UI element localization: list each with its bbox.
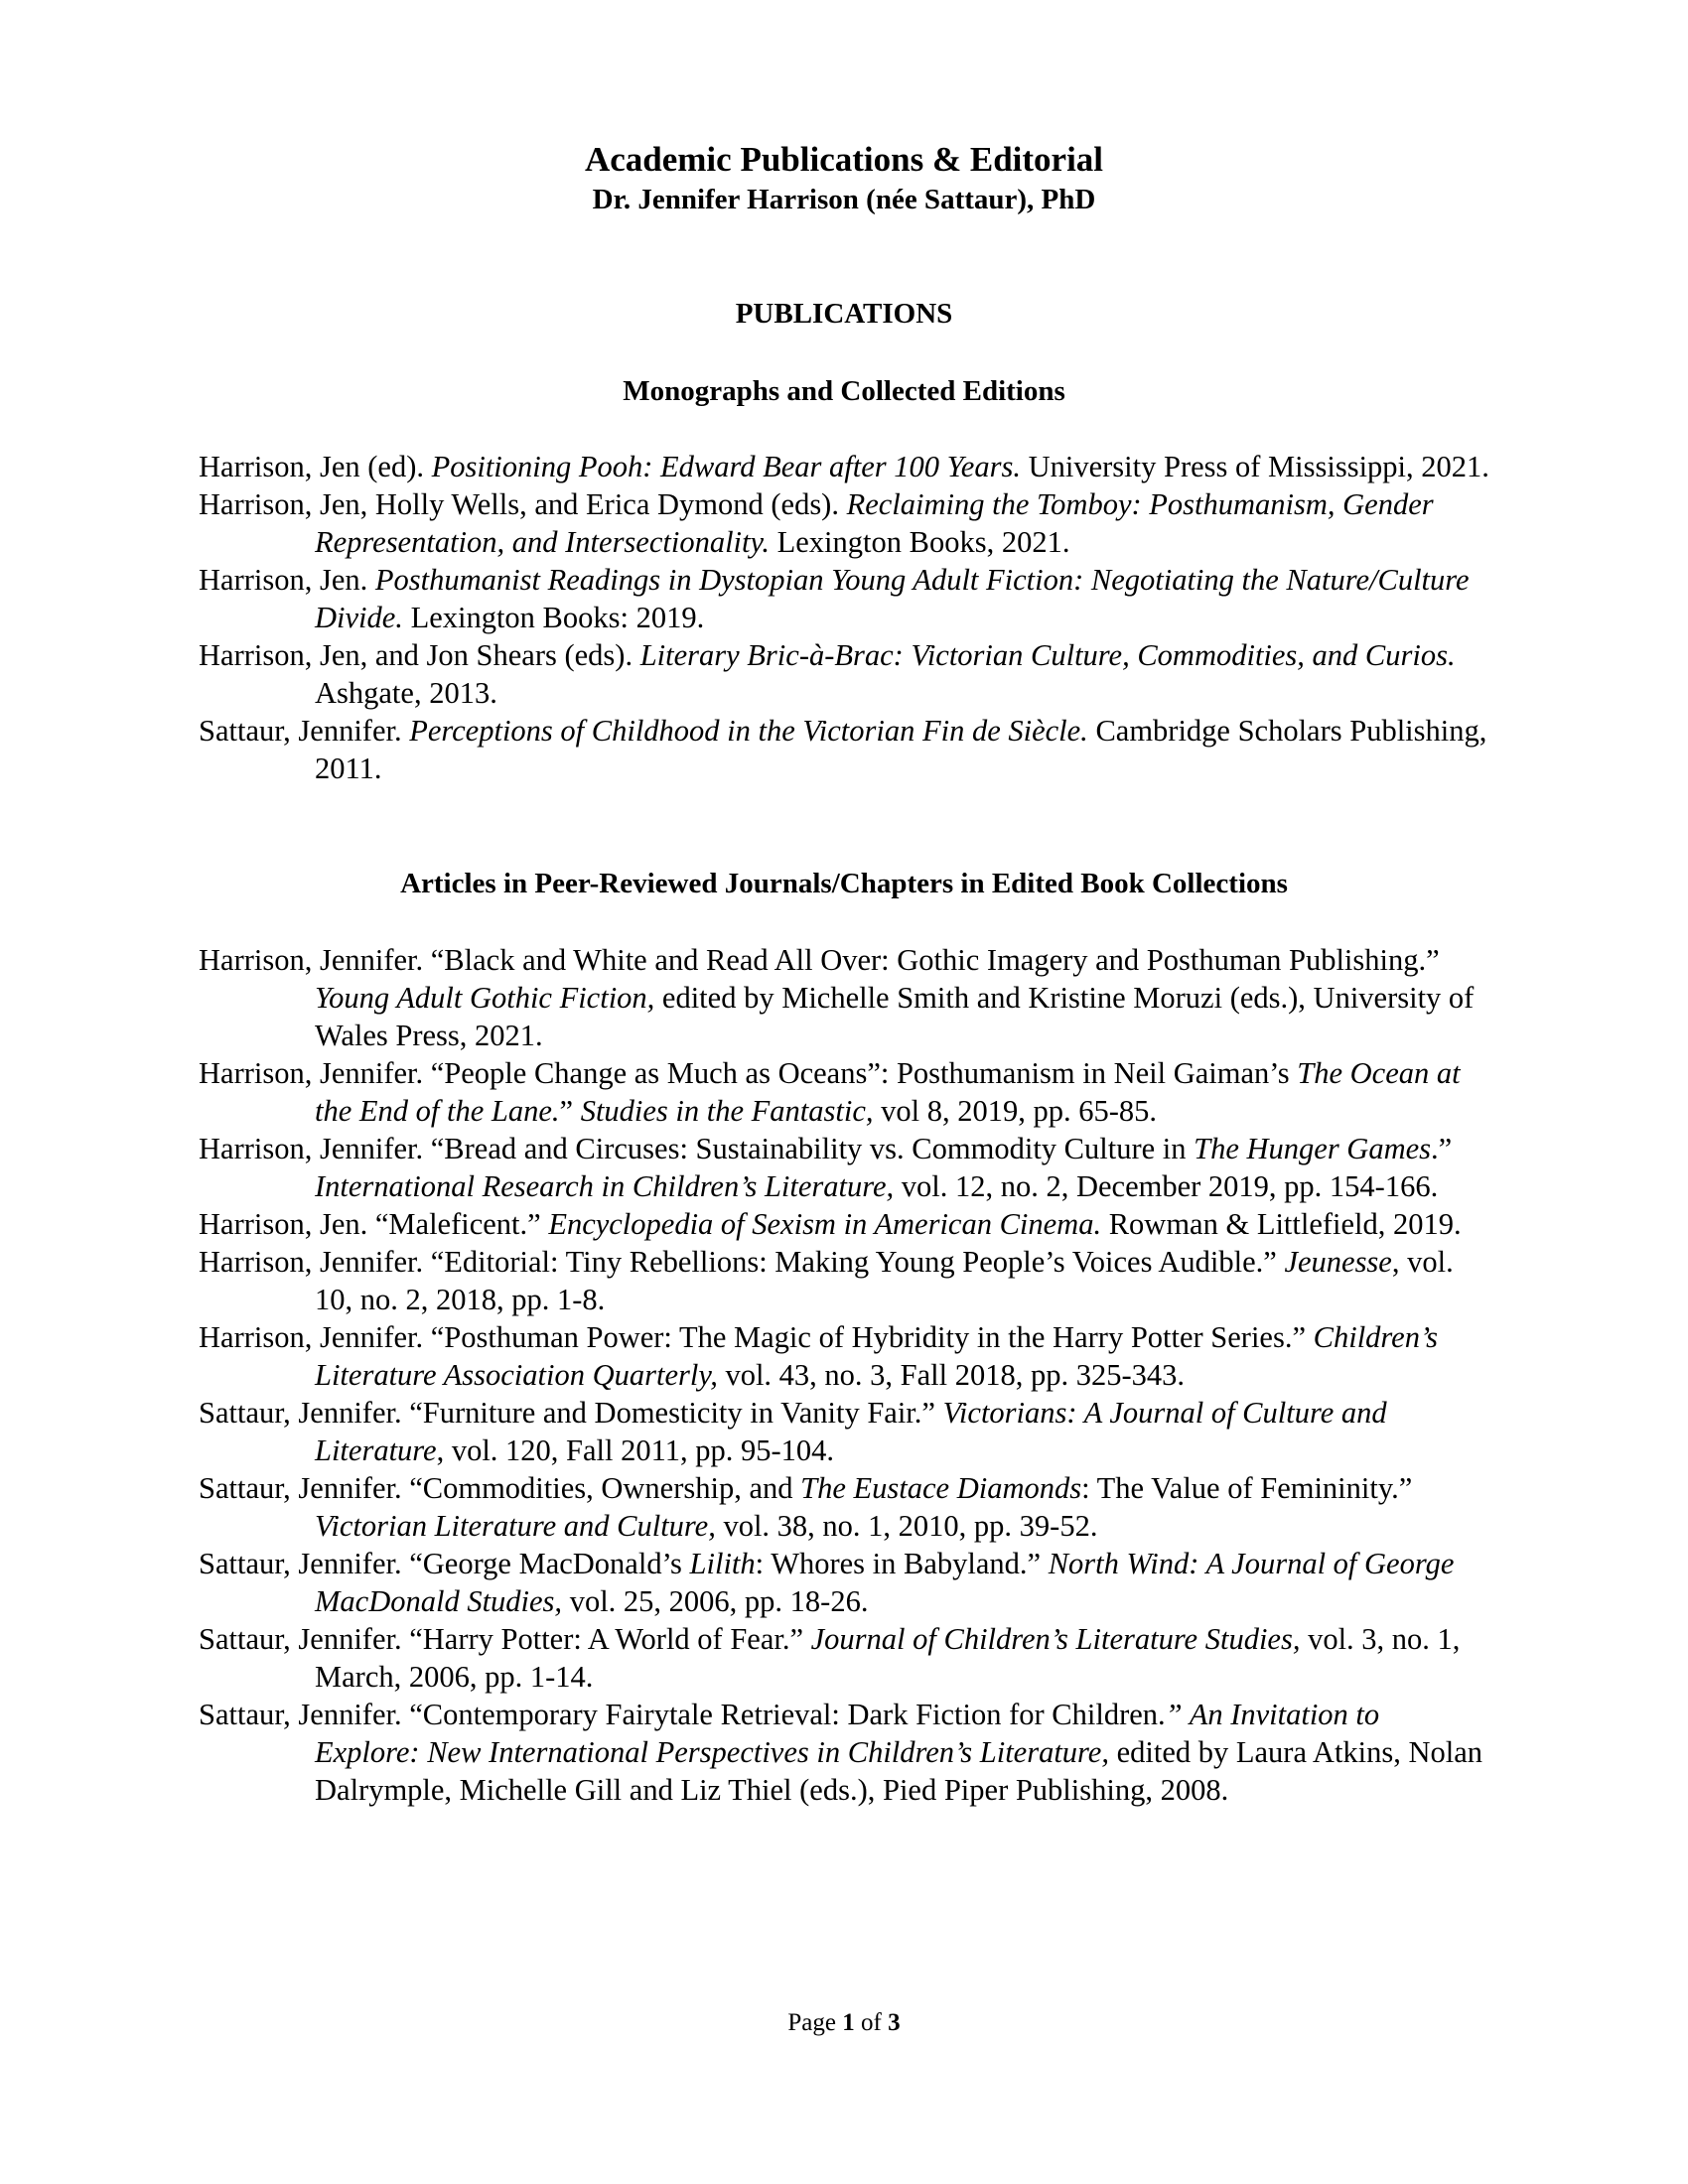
- entry-publisher: Cambridge Scholars Publishing, 2011.: [315, 714, 1487, 785]
- bibliography-entry: [199, 712, 1489, 787]
- entry-title: Literary Bric-à-Brac: Victorian Culture, Commodities, and Curios.: [639, 638, 1456, 672]
- bibliography-entry: [199, 1620, 1489, 1696]
- entry-title: Perceptions of Childhood in the Victorian Fin de Siècle.: [409, 714, 1088, 748]
- entry-italic-text: Jeunesse: [1284, 1245, 1392, 1279]
- page-footer: [0, 2007, 1688, 2039]
- entry-text: .”: [1431, 1132, 1453, 1165]
- bibliography-entry: [199, 636, 1489, 712]
- bibliography-entry: [199, 941, 1489, 1054]
- document-subtitle: Dr. Jennifer Harrison (née Sattaur), PhD: [592, 184, 1096, 215]
- entry-text: vol. 12, no. 2, December 2019, pp. 154-166.: [894, 1169, 1439, 1203]
- entry-author: Harrison, Jen.: [199, 563, 375, 597]
- entry-italic-text: The Ocean at the End of the Lane.: [315, 1056, 1461, 1128]
- section-heading-publications: PUBLICATIONS: [735, 298, 953, 330]
- articles-list: [199, 941, 1489, 1809]
- entry-title: Posthumanist Readings in Dystopian Young Adult Fiction: Negotiating the Nature/Culture Divide.: [315, 563, 1470, 634]
- entry-text: Rowman & Littlefield, 2019.: [1101, 1207, 1462, 1241]
- bibliography-entry: [199, 485, 1489, 561]
- entry-text: , vol. 120, Fall 2011, pp. 95-104.: [436, 1433, 835, 1467]
- entry-text: : Whores in Babyland.”: [755, 1547, 1049, 1580]
- page-of-label: of: [861, 2009, 882, 2036]
- page-number: 1: [842, 2009, 855, 2036]
- entry-text: edited by Laura Atkins, Nolan Dalrymple, Michelle Gill and Liz Thiel (eds.), Pied Piper Publishing, 2008.: [315, 1735, 1483, 1807]
- entry-text: Sattaur, Jennifer. “Commodities, Ownership, and: [199, 1471, 801, 1505]
- bibliography-entry: [199, 1205, 1489, 1243]
- document-title: Academic Publications & Editorial: [584, 140, 1104, 179]
- bibliography-entry: [199, 1469, 1489, 1545]
- bibliography-entry: [199, 1054, 1489, 1130]
- bibliography-entry: [199, 448, 1489, 485]
- page-total: 3: [888, 2009, 901, 2036]
- entry-text: Sattaur, Jennifer. “Furniture and Domesticity in Vanity Fair.”: [199, 1396, 943, 1430]
- entry-text: ”: [559, 1094, 581, 1128]
- entry-italic-text: International Research in Children’s Literature,: [315, 1169, 895, 1203]
- entry-italic-text: Studies in the Fantastic,: [580, 1094, 874, 1128]
- entry-author: Harrison, Jen, and Jon Shears (eds).: [199, 638, 640, 672]
- entry-title: Reclaiming the Tomboy: Posthumanism, Gender Representation, and Intersectionality.: [315, 487, 1434, 559]
- bibliography-entry: [199, 561, 1489, 636]
- entry-text: vol 8, 2019, pp. 65-85.: [873, 1094, 1158, 1128]
- entry-text: Sattaur, Jennifer. “Contemporary Fairytale Retrieval: Dark Fiction for Children.: [199, 1698, 1166, 1731]
- entry-text: , vol. 10, no. 2, 2018, pp. 1-8.: [315, 1245, 1454, 1316]
- entry-text: Harrison, Jennifer. “Editorial: Tiny Rebellions: Making Young People’s Voices Audible.”: [199, 1245, 1285, 1279]
- entry-italic-text: North Wind: A Journal of George MacDonald Studies,: [315, 1547, 1455, 1618]
- entry-publisher: Lexington Books: 2019.: [402, 601, 705, 634]
- entry-text: vol. 38, no. 1, 2010, pp. 39-52.: [715, 1509, 1098, 1543]
- subsection-heading-articles: Articles in Peer-Reviewed Journals/Chapters in Edited Book Collections: [400, 868, 1288, 899]
- entry-italic-text: Journal of Children’s Literature Studies,: [810, 1622, 1301, 1656]
- entry-text: : The Value of Femininity.”: [1081, 1471, 1413, 1505]
- entry-author: Sattaur, Jennifer.: [199, 714, 410, 748]
- entry-italic-text: The Eustace Diamonds: [800, 1471, 1082, 1505]
- page-label: Page: [787, 2009, 837, 2036]
- entry-publisher: Ashgate, 2013.: [315, 676, 497, 710]
- entry-text: vol. 43, no. 3, Fall 2018, pp. 325-343.: [717, 1358, 1186, 1392]
- entry-italic-text: Encyclopedia of Sexism in American Cinema.: [548, 1207, 1102, 1241]
- entry-text: Harrison, Jennifer. “Black and White and Read All Over: Gothic Imagery and Posthuman Publishing.”: [199, 943, 1440, 977]
- entry-italic-text: ” An Invitation to Explore: New International Perspectives in Children’s Literature,: [315, 1698, 1380, 1769]
- entry-title: Positioning Pooh: Edward Bear after 100 Years.: [431, 450, 1021, 483]
- entry-text: vol. 25, 2006, pp. 18-26.: [562, 1584, 869, 1618]
- entry-text: Harrison, Jennifer. “Bread and Circuses: Sustainability vs. Commodity Culture in: [199, 1132, 1195, 1165]
- entry-author: Harrison, Jen (ed).: [199, 450, 432, 483]
- bibliography-entry: [199, 1243, 1489, 1318]
- entry-text: Harrison, Jennifer. “Posthuman Power: The Magic of Hybridity in the Harry Potter Series.”: [199, 1320, 1314, 1354]
- entry-italic-text: Lilith: [689, 1547, 756, 1580]
- entry-text: edited by Michelle Smith and Kristine Moruzi (eds.), University of Wales Press, 2021.: [315, 981, 1475, 1052]
- entry-italic-text: Victorians: A Journal of Culture and Literature: [315, 1396, 1387, 1467]
- entry-text: Sattaur, Jennifer. “George MacDonald’s: [199, 1547, 690, 1580]
- bibliography-entry: [199, 1130, 1489, 1205]
- entry-publisher: University Press of Mississippi, 2021.: [1020, 450, 1489, 483]
- entry-italic-text: The Hunger Games: [1194, 1132, 1432, 1165]
- entry-text: Harrison, Jen. “Maleficent.”: [199, 1207, 549, 1241]
- bibliography-entry: [199, 1545, 1489, 1620]
- bibliography-entry: [199, 1394, 1489, 1469]
- entry-author: Harrison, Jen, Holly Wells, and Erica Dymond (eds).: [199, 487, 847, 521]
- entry-publisher: Lexington Books, 2021.: [769, 525, 1070, 559]
- subsection-heading-monographs: Monographs and Collected Editions: [623, 375, 1065, 407]
- entry-italic-text: Children’s Literature Association Quarterly,: [315, 1320, 1439, 1392]
- entry-text: vol. 3, no. 1, March, 2006, pp. 1-14.: [315, 1622, 1461, 1694]
- entry-italic-text: Victorian Literature and Culture,: [315, 1509, 716, 1543]
- monographs-list: [199, 448, 1489, 787]
- bibliography-entry: [199, 1696, 1489, 1809]
- entry-italic-text: Young Adult Gothic Fiction,: [315, 981, 655, 1015]
- entry-text: Harrison, Jennifer. “People Change as Much as Oceans”: Posthumanism in Neil Gaiman’s: [199, 1056, 1298, 1090]
- entry-text: Sattaur, Jennifer. “Harry Potter: A World of Fear.”: [199, 1622, 811, 1656]
- bibliography-entry: [199, 1318, 1489, 1394]
